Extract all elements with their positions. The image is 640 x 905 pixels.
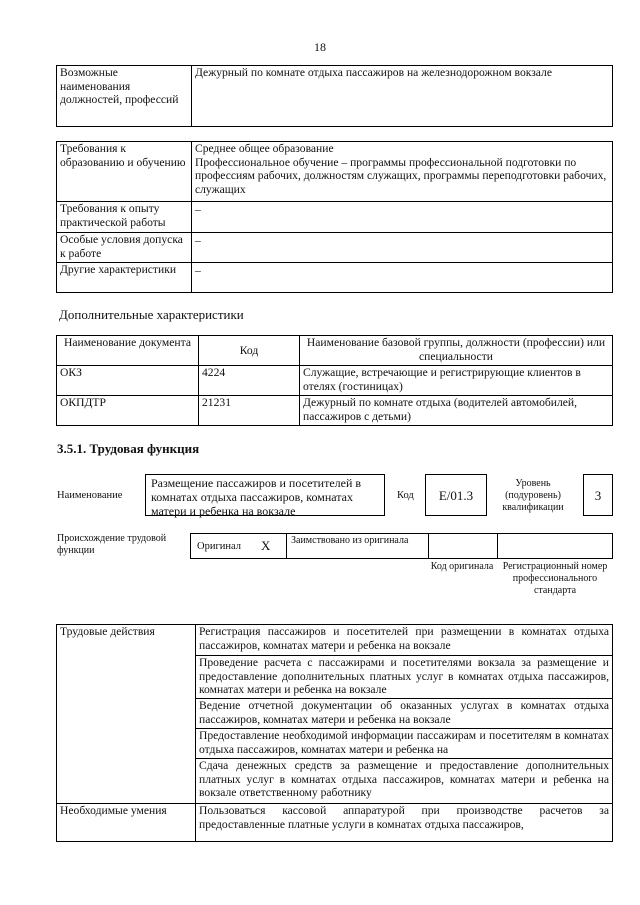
education-label: Требования к образованию и обучению [57,142,192,202]
code-value: E/01.3 [425,474,487,516]
extra-cell: Дежурный по комнате отдыха (водителей автомобилей, пассажиров с детьми) [300,396,613,426]
extra-cell: ОКПДТР [57,396,199,426]
action-item: Регистрация пассажиров и посетителей при размещении в комнатах отдыха пассажиров, комнатах матери и ребенка на вокзале [196,625,613,656]
divider [497,534,498,558]
position-table [56,65,613,127]
extra-cell: Служащие, встречающие и регистрирующие клиентов в отелях (гостиницах) [300,366,613,396]
divider [428,534,429,558]
table-row [57,396,613,426]
table-row [57,804,613,842]
level-label: Уровень (подуровень) квалификации [502,478,564,513]
code-original-label: Код оригинала [430,561,494,572]
code-label: Код [397,490,414,501]
admission-value: – [192,233,613,263]
skill-item: Пользоваться кассовой аппаратурой при производстве расчетов за предоставленные платные услуги в комнатах отдыха пассажиров, [196,804,613,842]
extra-header-code: Код [199,336,300,366]
table-row [57,625,613,656]
origin-label: Происхождение трудовой функции [57,533,167,556]
actions-label: Трудовые действия [57,625,196,804]
function-name-value: Размещение пассажиров и посетителей в комнатах отдыха пассажиров, комнатах матери и ребенка на вокзале [145,474,385,516]
position-label: Возможные наименования должностей, профессий [57,66,192,127]
function-name-label: Наименование [57,490,123,501]
action-item: Проведение расчета с пассажирами и посетителями вокзала за размещение и предоставление дополнительных платных услуг в комнатах отдыха пассажиров, комнатах матери и ребенка на вокзале [196,656,613,699]
position-value: Дежурный по комнате отдыха пассажиров на железнодорожном вокзале [192,66,613,127]
extra-table [56,335,613,426]
section-title: 3.5.1. Трудовая функция [57,441,200,456]
page-number: 18 [314,40,326,54]
original-mark: X [261,538,271,553]
other-label: Другие характеристики [57,263,192,293]
origin-box [190,533,613,559]
borrowed-label: Заимствовано из оригинала [291,535,409,546]
functions-table [56,624,613,842]
experience-label: Требования к опыту практической работы [57,202,192,233]
table-row [57,366,613,396]
experience-value: – [192,202,613,233]
extra-header-name: Наименование базовой группы, должности (профессии) или специальности [300,336,613,366]
level-value: 3 [583,474,613,516]
extra-header-doc: Наименование документа [57,336,199,366]
skills-label: Необходимые умения [57,804,196,842]
reg-number-label: Регистрационный номер профессионального стандарта [502,561,608,596]
extra-cell: ОКЗ [57,366,199,396]
original-label: Оригинал [197,541,241,552]
action-item: Ведение отчетной документации об оказанных услугах в комнатах отдыха пассажиров, комнатах матери и ребенка на вокзале [196,699,613,729]
requirements-table [56,141,613,293]
education-value: Среднее общее образование Профессиональное обучение – программы профессиональной подготовки по профессиям рабочих, должностям служащих, программы переподготовки рабочих, служащих [192,142,613,202]
extra-cell: 21231 [199,396,300,426]
extra-characteristics-title: Дополнительные характеристики [59,307,244,322]
action-item: Предоставление необходимой информации пассажирам и посетителям в комнатах отдыха пассажиров, комнатах матери и ребенка на [196,729,613,759]
admission-label: Особые условия допуска к работе [57,233,192,263]
divider [286,534,287,558]
action-item: Сдача денежных средств за размещение и предоставление дополнительных платных услуг в комнатах отдыха пассажиров, комнатах матери и ребенка на вокзале ответственному работнику [196,759,613,804]
other-value: – [192,263,613,293]
extra-cell: 4224 [199,366,300,396]
